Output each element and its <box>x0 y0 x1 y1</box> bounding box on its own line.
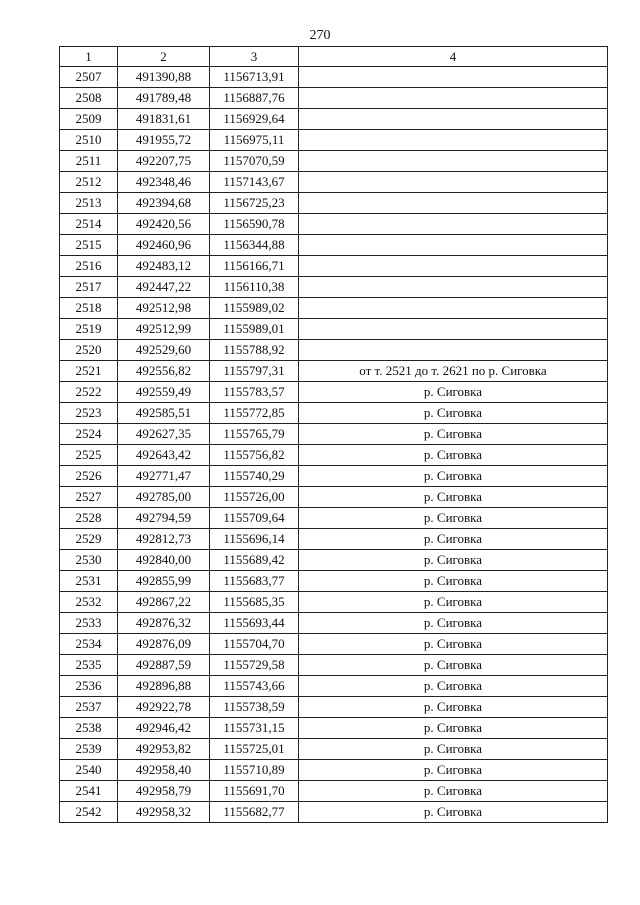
point-number-cell: 2538 <box>60 718 118 739</box>
description-cell <box>299 214 608 235</box>
table-row <box>60 424 608 445</box>
description-cell: р. Сиговка <box>299 424 608 445</box>
table-row <box>60 403 608 424</box>
y-coordinate-cell: 1156713,91 <box>210 67 299 88</box>
point-number-cell: 2510 <box>60 130 118 151</box>
table-row <box>60 193 608 214</box>
point-number-cell: 2524 <box>60 424 118 445</box>
description-cell: р. Сиговка <box>299 403 608 424</box>
y-coordinate-cell: 1155683,77 <box>210 571 299 592</box>
x-coordinate-cell: 491789,48 <box>118 88 210 109</box>
description-cell: р. Сиговка <box>299 760 608 781</box>
description-cell: р. Сиговка <box>299 697 608 718</box>
x-coordinate-cell: 492460,96 <box>118 235 210 256</box>
y-coordinate-cell: 1155691,70 <box>210 781 299 802</box>
description-cell: р. Сиговка <box>299 676 608 697</box>
y-coordinate-cell: 1156590,78 <box>210 214 299 235</box>
description-cell <box>299 109 608 130</box>
point-number-cell: 2542 <box>60 802 118 823</box>
x-coordinate-cell: 492958,40 <box>118 760 210 781</box>
x-coordinate-cell: 492771,47 <box>118 466 210 487</box>
table-row <box>60 655 608 676</box>
y-coordinate-cell: 1155756,82 <box>210 445 299 466</box>
column-header-point-number: 1 <box>60 47 118 67</box>
x-coordinate-cell: 492953,82 <box>118 739 210 760</box>
point-number-cell: 2521 <box>60 361 118 382</box>
x-coordinate-cell: 492585,51 <box>118 403 210 424</box>
description-cell: р. Сиговка <box>299 508 608 529</box>
y-coordinate-cell: 1155731,15 <box>210 718 299 739</box>
point-number-cell: 2514 <box>60 214 118 235</box>
x-coordinate-cell: 492394,68 <box>118 193 210 214</box>
point-number-cell: 2525 <box>60 445 118 466</box>
table-row <box>60 529 608 550</box>
point-number-cell: 2515 <box>60 235 118 256</box>
description-cell: р. Сиговка <box>299 802 608 823</box>
y-coordinate-cell: 1155726,00 <box>210 487 299 508</box>
y-coordinate-cell: 1155704,70 <box>210 634 299 655</box>
description-cell <box>299 256 608 277</box>
x-coordinate-cell: 491390,88 <box>118 67 210 88</box>
point-number-cell: 2517 <box>60 277 118 298</box>
point-number-cell: 2523 <box>60 403 118 424</box>
point-number-cell: 2516 <box>60 256 118 277</box>
description-cell: р. Сиговка <box>299 382 608 403</box>
x-coordinate-cell: 492812,73 <box>118 529 210 550</box>
table-row <box>60 298 608 319</box>
x-coordinate-cell: 492529,60 <box>118 340 210 361</box>
point-number-cell: 2541 <box>60 781 118 802</box>
y-coordinate-cell: 1155693,44 <box>210 613 299 634</box>
x-coordinate-cell: 492855,99 <box>118 571 210 592</box>
x-coordinate-cell: 492348,46 <box>118 172 210 193</box>
x-coordinate-cell: 492887,59 <box>118 655 210 676</box>
point-number-cell: 2511 <box>60 151 118 172</box>
y-coordinate-cell: 1156725,23 <box>210 193 299 214</box>
description-cell <box>299 172 608 193</box>
x-coordinate-cell: 492512,99 <box>118 319 210 340</box>
x-coordinate-cell: 492556,82 <box>118 361 210 382</box>
table-row <box>60 487 608 508</box>
x-coordinate-cell: 491955,72 <box>118 130 210 151</box>
x-coordinate-cell: 492958,79 <box>118 781 210 802</box>
y-coordinate-cell: 1155989,02 <box>210 298 299 319</box>
coordinates-table <box>59 46 608 823</box>
table-row <box>60 697 608 718</box>
description-cell <box>299 193 608 214</box>
point-number-cell: 2533 <box>60 613 118 634</box>
point-number-cell: 2527 <box>60 487 118 508</box>
x-coordinate-cell: 492512,98 <box>118 298 210 319</box>
y-coordinate-cell: 1155765,79 <box>210 424 299 445</box>
page-number: 270 <box>309 28 331 43</box>
point-number-cell: 2526 <box>60 466 118 487</box>
point-number-cell: 2536 <box>60 676 118 697</box>
y-coordinate-cell: 1155729,58 <box>210 655 299 676</box>
x-coordinate-cell: 492946,42 <box>118 718 210 739</box>
table-body <box>60 67 608 823</box>
y-coordinate-cell: 1156344,88 <box>210 235 299 256</box>
point-number-cell: 2534 <box>60 634 118 655</box>
description-cell <box>299 130 608 151</box>
point-number-cell: 2535 <box>60 655 118 676</box>
x-coordinate-cell: 492627,35 <box>118 424 210 445</box>
x-coordinate-cell: 492867,22 <box>118 592 210 613</box>
table-row <box>60 760 608 781</box>
x-coordinate-cell: 492876,09 <box>118 634 210 655</box>
point-number-cell: 2508 <box>60 88 118 109</box>
description-cell <box>299 298 608 319</box>
y-coordinate-cell: 1155689,42 <box>210 550 299 571</box>
point-number-cell: 2519 <box>60 319 118 340</box>
y-coordinate-cell: 1155743,66 <box>210 676 299 697</box>
y-coordinate-cell: 1155783,57 <box>210 382 299 403</box>
y-coordinate-cell: 1156975,11 <box>210 130 299 151</box>
x-coordinate-cell: 492447,22 <box>118 277 210 298</box>
y-coordinate-cell: 1155685,35 <box>210 592 299 613</box>
point-number-cell: 2513 <box>60 193 118 214</box>
description-cell <box>299 151 608 172</box>
x-coordinate-cell: 492559,49 <box>118 382 210 403</box>
y-coordinate-cell: 1155740,29 <box>210 466 299 487</box>
description-cell: р. Сиговка <box>299 571 608 592</box>
y-coordinate-cell: 1156887,76 <box>210 88 299 109</box>
table-row <box>60 109 608 130</box>
table-row <box>60 88 608 109</box>
table-row <box>60 67 608 88</box>
x-coordinate-cell: 492483,12 <box>118 256 210 277</box>
y-coordinate-cell: 1157143,67 <box>210 172 299 193</box>
x-coordinate-cell: 492840,00 <box>118 550 210 571</box>
y-coordinate-cell: 1156166,71 <box>210 256 299 277</box>
table-row <box>60 634 608 655</box>
description-cell: р. Сиговка <box>299 613 608 634</box>
description-cell: р. Сиговка <box>299 550 608 571</box>
description-cell: от т. 2521 до т. 2621 по р. Сиговка <box>299 361 608 382</box>
x-coordinate-cell: 491831,61 <box>118 109 210 130</box>
point-number-cell: 2512 <box>60 172 118 193</box>
description-cell: р. Сиговка <box>299 592 608 613</box>
table-row <box>60 613 608 634</box>
table-row <box>60 781 608 802</box>
point-number-cell: 2528 <box>60 508 118 529</box>
point-number-cell: 2529 <box>60 529 118 550</box>
x-coordinate-cell: 492896,88 <box>118 676 210 697</box>
point-number-cell: 2520 <box>60 340 118 361</box>
table-row <box>60 214 608 235</box>
table-row <box>60 151 608 172</box>
column-header-description: 4 <box>299 47 608 67</box>
table-row <box>60 235 608 256</box>
point-number-cell: 2531 <box>60 571 118 592</box>
y-coordinate-cell: 1155788,92 <box>210 340 299 361</box>
y-coordinate-cell: 1155710,89 <box>210 760 299 781</box>
table-row <box>60 592 608 613</box>
y-coordinate-cell: 1155725,01 <box>210 739 299 760</box>
point-number-cell: 2530 <box>60 550 118 571</box>
description-cell: р. Сиговка <box>299 718 608 739</box>
description-cell: р. Сиговка <box>299 487 608 508</box>
y-coordinate-cell: 1155709,64 <box>210 508 299 529</box>
table-row <box>60 676 608 697</box>
description-cell: р. Сиговка <box>299 529 608 550</box>
y-coordinate-cell: 1156110,38 <box>210 277 299 298</box>
table-row <box>60 340 608 361</box>
description-cell <box>299 235 608 256</box>
description-cell: р. Сиговка <box>299 445 608 466</box>
point-number-cell: 2539 <box>60 739 118 760</box>
x-coordinate-cell: 492420,56 <box>118 214 210 235</box>
table-row <box>60 361 608 382</box>
point-number-cell: 2532 <box>60 592 118 613</box>
point-number-cell: 2507 <box>60 67 118 88</box>
description-cell <box>299 319 608 340</box>
x-coordinate-cell: 492876,32 <box>118 613 210 634</box>
point-number-cell: 2537 <box>60 697 118 718</box>
description-cell: р. Сиговка <box>299 466 608 487</box>
y-coordinate-cell: 1155696,14 <box>210 529 299 550</box>
table-row <box>60 319 608 340</box>
x-coordinate-cell: 492922,78 <box>118 697 210 718</box>
table-row <box>60 466 608 487</box>
table-row <box>60 802 608 823</box>
y-coordinate-cell: 1155989,01 <box>210 319 299 340</box>
description-cell: р. Сиговка <box>299 739 608 760</box>
description-cell <box>299 277 608 298</box>
y-coordinate-cell: 1155738,59 <box>210 697 299 718</box>
y-coordinate-cell: 1155682,77 <box>210 802 299 823</box>
table-row <box>60 571 608 592</box>
point-number-cell: 2540 <box>60 760 118 781</box>
point-number-cell: 2518 <box>60 298 118 319</box>
table-row <box>60 550 608 571</box>
point-number-cell: 2522 <box>60 382 118 403</box>
point-number-cell: 2509 <box>60 109 118 130</box>
description-cell <box>299 340 608 361</box>
description-cell: р. Сиговка <box>299 781 608 802</box>
table-row <box>60 445 608 466</box>
description-cell: р. Сиговка <box>299 655 608 676</box>
y-coordinate-cell: 1156929,64 <box>210 109 299 130</box>
y-coordinate-cell: 1155797,31 <box>210 361 299 382</box>
y-coordinate-cell: 1157070,59 <box>210 151 299 172</box>
x-coordinate-cell: 492643,42 <box>118 445 210 466</box>
column-header-y-coordinate: 3 <box>210 47 299 67</box>
table-row <box>60 718 608 739</box>
description-cell: р. Сиговка <box>299 634 608 655</box>
table-row <box>60 130 608 151</box>
x-coordinate-cell: 492207,75 <box>118 151 210 172</box>
description-cell <box>299 67 608 88</box>
table-row <box>60 277 608 298</box>
description-cell <box>299 88 608 109</box>
table-row <box>60 739 608 760</box>
table-row <box>60 508 608 529</box>
y-coordinate-cell: 1155772,85 <box>210 403 299 424</box>
table-header-row <box>60 47 608 67</box>
table-row <box>60 382 608 403</box>
x-coordinate-cell: 492785,00 <box>118 487 210 508</box>
table-row <box>60 172 608 193</box>
column-header-x-coordinate: 2 <box>118 47 210 67</box>
table-row <box>60 256 608 277</box>
x-coordinate-cell: 492958,32 <box>118 802 210 823</box>
x-coordinate-cell: 492794,59 <box>118 508 210 529</box>
